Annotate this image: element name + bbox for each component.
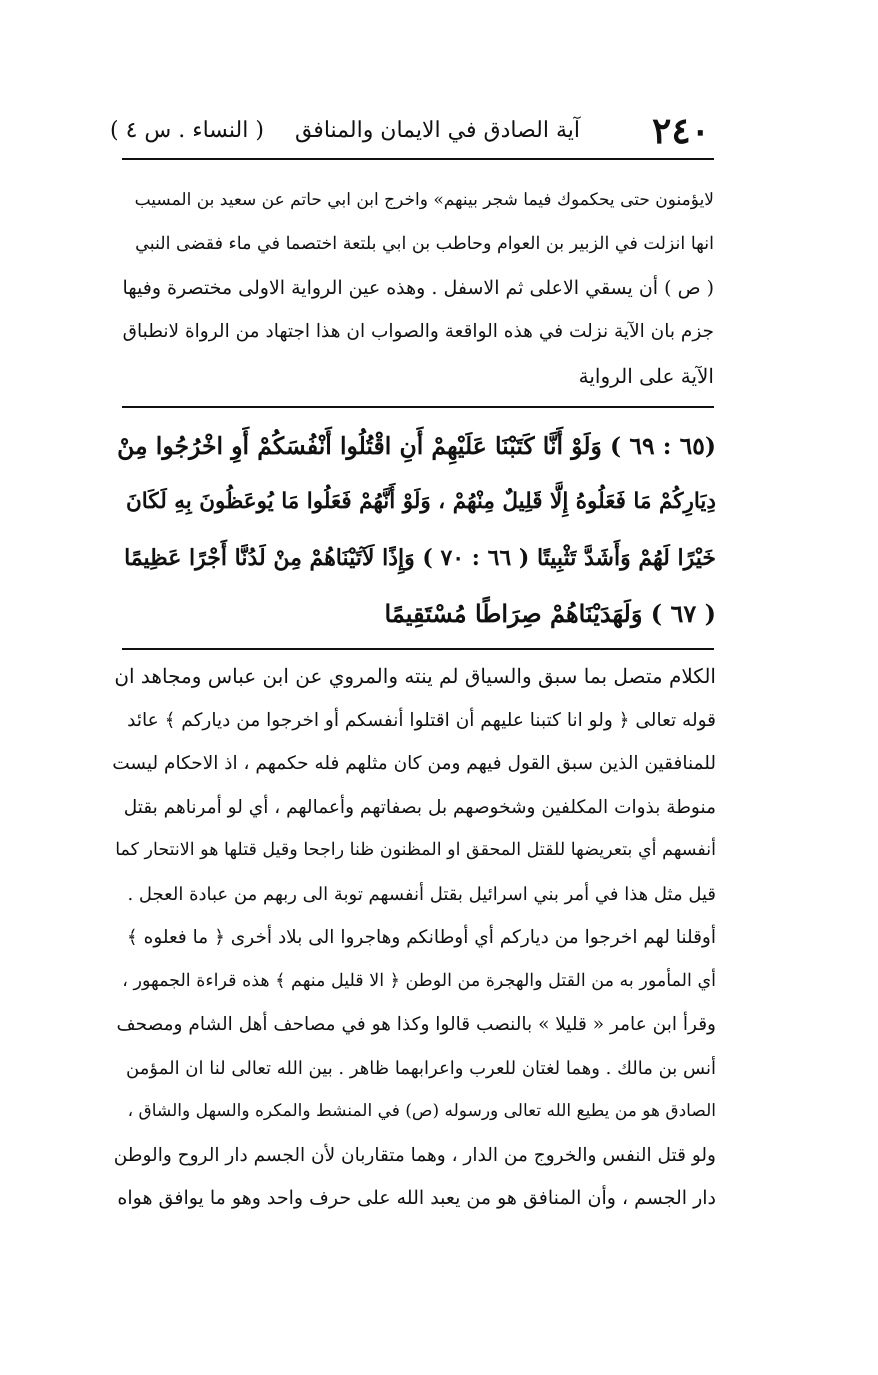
text-line: لايؤمنون حتى يحكموك فيما شجر بينهم» واخرج ابن ابي حاتم عن سعيد بن المسيب: [134, 190, 714, 210]
text-line: انها انزلت في الزبير بن العوام وحاطب بن ابي بلتعة اختصما في ماء فقضى النبي: [135, 234, 714, 254]
section-reference: ( النساء . س ٤ ): [110, 118, 264, 143]
text-line: الصادق هو من يطيع الله تعالى ورسوله (ص) في المنشط والمكره والسهل والشاق ،: [127, 1101, 716, 1121]
text-line: أوقلنا لهم اخرجوا من دياركم أي أوطانكم وهاجروا الى بلاد أخرى ﴿ ما فعلوه ﴾: [126, 927, 716, 948]
text-line: الكلام متصل بما سبق والسياق لم ينته والمروي عن ابن عباس ومجاهد ان: [114, 664, 716, 688]
text-line: ( ص ) أن يسقي الاعلى ثم الاسفل . وهذه عين الرواية الاولى مختصرة وفيها: [122, 277, 714, 299]
page-header: [110, 110, 710, 156]
verse-line: دِيَارِكُمْ مَا فَعَلُوهُ إِلَّا قَلِيلٌ مِنْهُمْ ، وَلَوْ أَنَّهُمْ فَعَلُوا مَا يُوعَظُونَ بِهِ لَكَانَ: [126, 489, 716, 514]
verse-line: (٦٥ : ٦٩ ) وَلَوْ أَنَّا كَتَبْنَا عَلَيْهِمْ أَنِ اقْتُلُوا أَنْفُسَكُمْ أَوِ اخْرُجُوا مِنْ: [117, 432, 716, 460]
text-line: أنفسهم أي بتعريضها للقتل المحقق او المظنون ظنا راجحا وقيل قتلها هو الانتحار كما: [115, 840, 716, 860]
text-line: منوطة بذوات المكلفين وشخوصهم بل بصفاتهم وأعمالهم ، أي لو أمرناهم بقتل: [123, 796, 716, 818]
text-line: الآية على الرواية: [578, 364, 714, 388]
text-line: ولو قتل النفس والخروج من الدار ، وهما متقاربان لأن الجسم دار الروح والوطن: [113, 1144, 716, 1166]
text-line: دار الجسم ، وأن المنافق هو من يعبد الله على حرف واحد وهو ما يوافق هواه: [117, 1187, 716, 1209]
text-line: أنس بن مالك . وهما لغتان للعرب واعرابهما ظاهر . بين الله تعالى لنا ان المؤمن: [126, 1057, 716, 1079]
verse-line: ( ٦٧ ) وَلَهَدَيْنَاهُمْ صِرَاطًا مُسْتَقِيمًا: [384, 599, 716, 628]
text-line: قوله تعالى ﴿ ولو انا كتبنا عليهم أن اقتلوا أنفسكم أو اخرجوا من دياركم ﴾ عائد: [127, 709, 716, 731]
text-line: وقرأ ابن عامر « قليلا » بالنصب قالوا وكذا هو في مصاحف أهل الشام ومصحف: [116, 1014, 716, 1035]
page-number: ٢٤٠: [651, 110, 710, 152]
verse-bottom-rule: [122, 648, 714, 650]
text-line: قيل مثل هذا في أمر بني اسرائيل بقتل أنفسهم توبة الى ربهم من عبادة العجل .: [127, 883, 716, 905]
text-line: جزم بان الآية نزلت في هذه الواقعة والصواب ان هذا اجتهاد من الرواة لانطباق: [122, 321, 714, 342]
quran-verse-block: [116, 418, 716, 642]
verse-line: خَيْرًا لَهُمْ وَأَشَدَّ تَثْبِيتًا ( ٦٦ : ٧٠ ) وَإِذًا لَآتَيْنَاهُمْ مِنْ لَدُنَّا أَجْرًا عَظِيمًا: [124, 545, 716, 571]
text-line: أي المأمور به من القتل والهجرة من الوطن ﴿ الا قليل منهم ﴾ هذه قراءة الجمهور ،: [122, 970, 716, 991]
text-line: للمنافقين الذين سبق القول فيهم ومن كان مثلهم فله حكمهم ، اذ الاحكام ليست: [112, 753, 716, 774]
commentary-paragraph: [112, 655, 716, 1221]
intro-paragraph: [122, 178, 714, 398]
header-rule: [122, 158, 714, 160]
verse-top-rule: [122, 406, 714, 408]
running-title: آية الصادق في الايمان والمنافق: [294, 118, 580, 143]
